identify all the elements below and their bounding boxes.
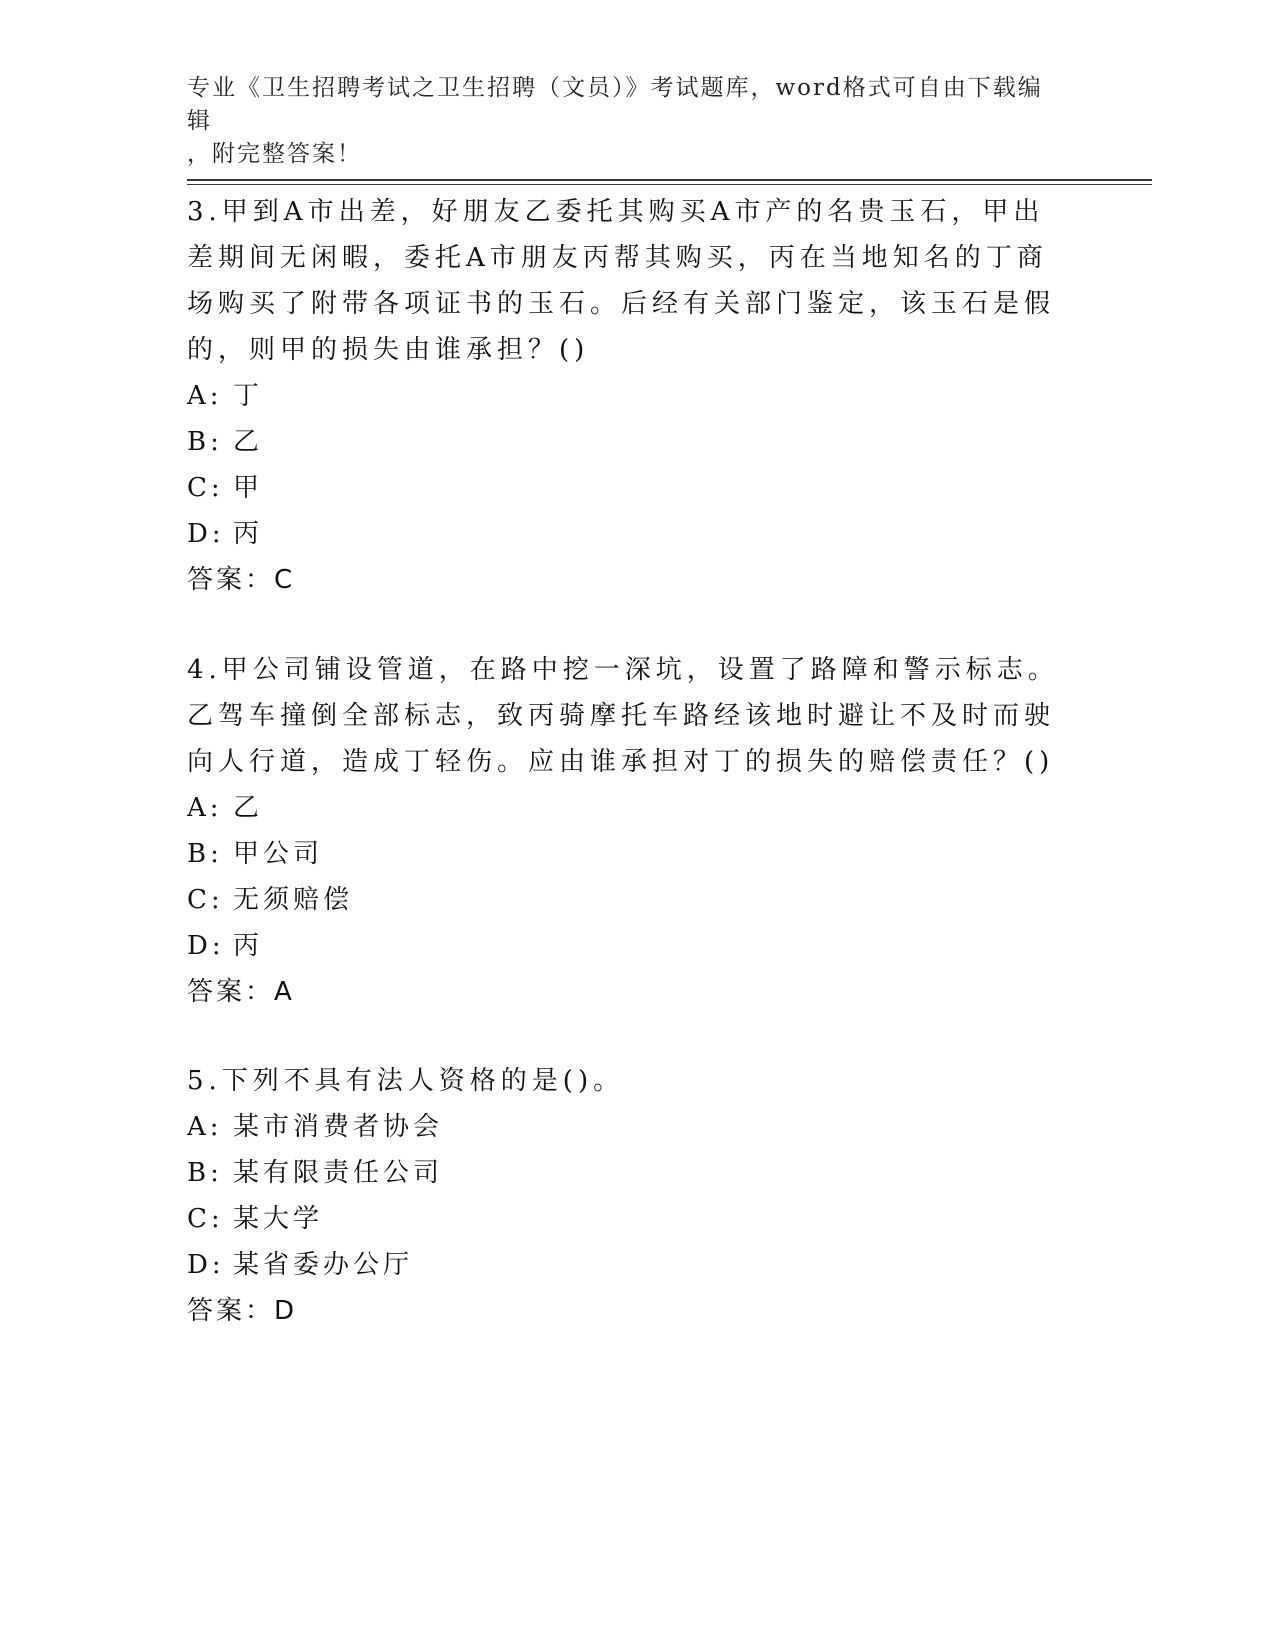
option-key: D: <box>187 931 225 961</box>
option-a <box>187 785 1067 831</box>
option-d <box>187 1242 1067 1288</box>
question-stem: 3.甲到A市出差，好朋友乙委托其购买A市产的名贵玉石，甲出差期间无闲暇，委托A市朋友丙帮其购买，丙在当地知名的丁商场购买了附带各项证书的玉石。后经有关部门鉴定，该玉石是假的，则甲的损失由谁承担？() <box>187 197 1056 365</box>
answer: 答案：D <box>187 1296 298 1326</box>
header-line-1: 专业《卫生招聘考试之卫生招聘（文员）》考试题库，word格式可自由下载编辑 <box>187 75 1043 134</box>
header-divider <box>187 179 1152 181</box>
option-key: B: <box>187 839 223 869</box>
option-c <box>187 465 1067 511</box>
option-b <box>187 831 1067 877</box>
option-text: 某大学 <box>233 1204 324 1234</box>
option-key: D: <box>187 1250 225 1280</box>
option-key: A: <box>187 1112 223 1142</box>
question-3 <box>187 189 1067 603</box>
document-header <box>187 72 1067 171</box>
option-text: 某市消费者协会 <box>233 1112 444 1142</box>
header-divider-thin <box>187 184 1152 185</box>
option-key: A: <box>187 793 223 823</box>
option-b <box>187 1150 1067 1196</box>
option-key: B: <box>187 427 223 457</box>
option-text: 某有限责任公司 <box>233 1158 444 1188</box>
question-4 <box>187 647 1067 1015</box>
option-key: C: <box>187 1204 224 1234</box>
option-a <box>187 1104 1067 1150</box>
question-stem: 4.甲公司铺设管道，在路中挖一深坑，设置了路障和警示标志。乙驾车撞倒全部标志，致丙骑摩托车路经该地时避让不及时而驶向人行道，造成丁轻伤。应由谁承担对丁的损失的赔偿责任？() <box>187 655 1059 777</box>
question-5 <box>187 1058 1067 1334</box>
question-stem: 5.下列不具有法人资格的是()。 <box>187 1066 625 1096</box>
option-d <box>187 923 1067 969</box>
option-d <box>187 511 1067 557</box>
option-text: 丙 <box>233 931 264 961</box>
option-c <box>187 877 1067 923</box>
header-line-2: ，附完整答案！ <box>187 141 362 167</box>
option-b <box>187 419 1067 465</box>
option-key: A: <box>187 381 223 411</box>
option-text: 丙 <box>233 519 264 549</box>
option-key: C: <box>187 885 224 915</box>
option-a <box>187 373 1067 419</box>
answer: 答案：A <box>187 977 295 1007</box>
option-text: 乙 <box>233 427 264 457</box>
option-text: 某省委办公厅 <box>233 1250 414 1280</box>
option-text: 甲 <box>233 473 264 503</box>
option-c <box>187 1196 1067 1242</box>
option-text: 甲公司 <box>233 839 324 869</box>
option-key: C: <box>187 473 224 503</box>
answer: 答案：C <box>187 565 296 595</box>
option-key: B: <box>187 1158 223 1188</box>
option-text: 乙 <box>233 793 264 823</box>
option-text: 无须赔偿 <box>233 885 354 915</box>
option-text: 丁 <box>233 381 264 411</box>
option-key: D: <box>187 519 225 549</box>
